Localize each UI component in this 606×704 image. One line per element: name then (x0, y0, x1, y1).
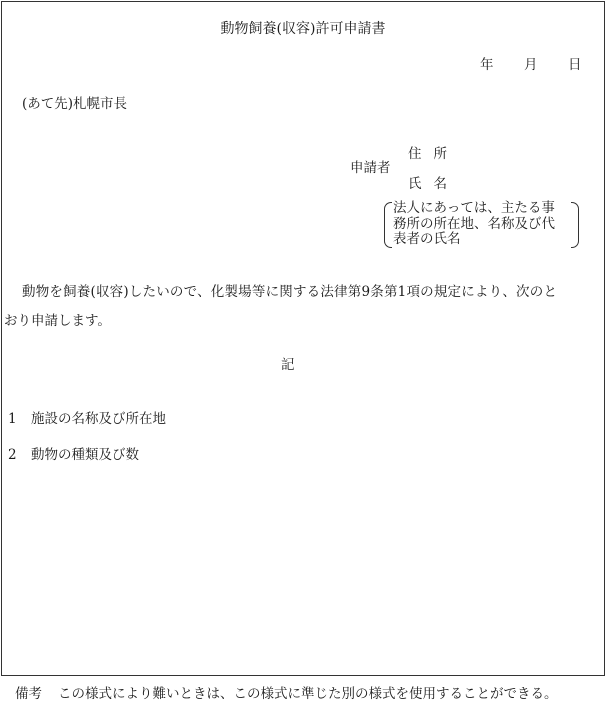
footer-text: この様式により難いときは、この様式に準じた別の様式を使用することができる。 (58, 686, 558, 702)
corporate-note-line: 表者の氏名 (393, 231, 461, 247)
item-animal-type-count: 動物の種類及び数 (31, 447, 139, 463)
date-month-label: 月 (524, 57, 538, 73)
body-text-line-2: おり申請します。 (4, 313, 111, 329)
date-day-label: 日 (568, 57, 582, 73)
date-year-label: 年 (480, 57, 494, 73)
item-number: 2 (8, 447, 17, 463)
item-facility-name-location: 施設の名称及び所在地 (31, 411, 166, 427)
corporate-note-right-bracket (571, 202, 579, 248)
body-text-line-1: 動物を飼養(収容)したいので、化製場等に関する法律第9条第1項の規定により、次のと (22, 284, 558, 300)
corporate-note-line: 法人にあっては、主たる事 (393, 200, 555, 216)
item-number: 1 (8, 411, 17, 427)
ki-heading: 記 (281, 357, 295, 373)
footer-note (15, 686, 558, 702)
addressee: (あて先)札幌市長 (22, 96, 128, 112)
corporate-note (393, 201, 573, 248)
corporate-note-line: 務所の所在地、名称及び代 (393, 215, 555, 232)
applicant-label: 申請者 (350, 160, 391, 176)
footer-label: 備考 (15, 686, 42, 702)
form-title: 動物飼養(収容)許可申請書 (220, 21, 386, 37)
name-label: 氏名 (408, 176, 459, 192)
corporate-note-left-bracket (384, 202, 392, 248)
address-label: 住所 (408, 146, 459, 162)
